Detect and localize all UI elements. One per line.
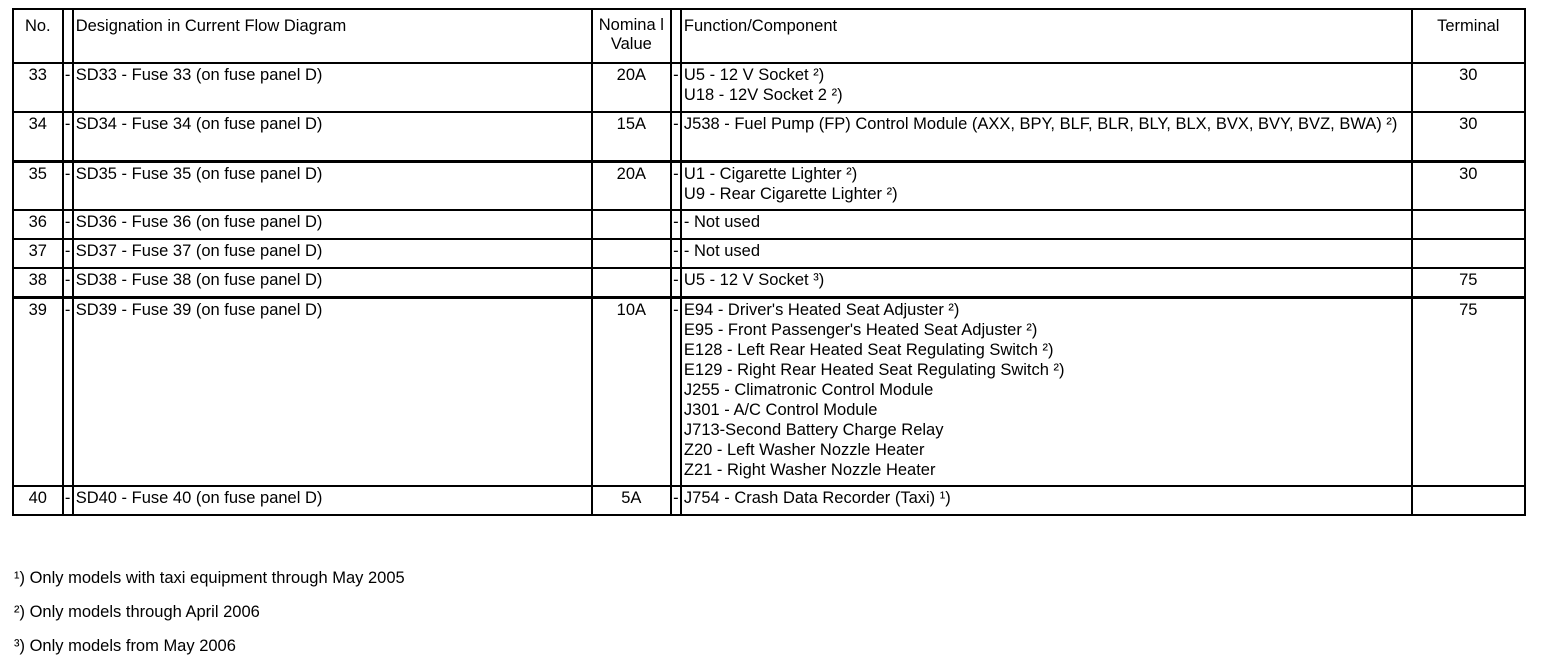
function-line: Z20 - Left Washer Nozzle Heater [683,440,925,459]
table-row [13,63,1525,112]
cell-dash2: - [671,210,681,239]
table-row [13,268,1525,297]
cell-terminal [1412,239,1525,268]
cell-terminal: 30 [1412,161,1525,210]
cell-dash: - [63,112,73,161]
cell-nominal-value: 15A [592,112,671,161]
function-line: E95 - Front Passenger's Heated Seat Adjuster ²) [683,320,1038,339]
table-row [13,210,1525,239]
cell-function [681,486,1412,515]
cell-no: 37 [13,239,63,268]
cell-designation: SD34 - Fuse 34 (on fuse panel D) [73,112,592,161]
cell-no: 39 [13,297,63,486]
footnote-3: ³) Only models from May 2006 [14,637,236,655]
cell-nominal-value [592,268,671,297]
function-line: J301 - A/C Control Module [683,400,878,419]
cell-nominal-value: 20A [592,161,671,210]
cell-dash2: - [671,486,681,515]
cell-dash2: - [671,161,681,210]
cell-designation: SD40 - Fuse 40 (on fuse panel D) [73,486,592,515]
cell-terminal: 75 [1412,297,1525,486]
cell-terminal [1412,210,1525,239]
function-line: - Not used [683,242,761,260]
cell-no: 36 [13,210,63,239]
cell-nominal-value: 5A [592,486,671,515]
cell-dash2: - [671,112,681,161]
table-row [13,112,1525,161]
table-row [13,161,1525,210]
function-line: - Not used [683,213,761,231]
header-no: No. [13,9,63,63]
cell-function [681,161,1412,210]
header-designation: Designation in Current Flow Diagram [73,9,592,63]
cell-nominal-value [592,210,671,239]
function-line: U18 - 12V Socket 2 ²) [683,86,843,104]
cell-designation: SD36 - Fuse 36 (on fuse panel D) [73,210,592,239]
function-line: U1 - Cigarette Lighter ²) [683,164,858,183]
function-line: J538 - Fuel Pump (FP) Control Module (AXX, BPY, BLF, BLR, BLY, BLX, BVX, BVY, BVZ, BWA) ²) [683,115,1398,133]
footnote-1: ¹) Only models with taxi equipment through May 2005 [14,569,405,587]
table-row [13,486,1525,515]
function-line: E128 - Left Rear Heated Seat Regulating Switch ²) [683,340,1054,359]
cell-no: 40 [13,486,63,515]
function-line: E94 - Driver's Heated Seat Adjuster ²) [683,300,960,319]
header-dash2 [671,9,681,63]
cell-dash: - [63,63,73,112]
cell-dash: - [63,268,73,297]
cell-dash: - [63,210,73,239]
cell-terminal: 30 [1412,112,1525,161]
cell-designation: SD35 - Fuse 35 (on fuse panel D) [73,161,592,210]
function-line: U9 - Rear Cigarette Lighter ²) [683,184,898,203]
function-line: J754 - Crash Data Recorder (Taxi) ¹) [683,489,951,507]
cell-no: 38 [13,268,63,297]
function-line: E129 - Right Rear Heated Seat Regulating Switch ²) [683,360,1065,379]
cell-dash: - [63,486,73,515]
function-line: U5 - 12 V Socket ²) [683,66,825,84]
cell-terminal [1412,486,1525,515]
footnote-2: ²) Only models through April 2006 [14,603,260,621]
cell-designation: SD33 - Fuse 33 (on fuse panel D) [73,63,592,112]
table-header-row [13,9,1525,63]
cell-nominal-value: 20A [592,63,671,112]
table-row [13,239,1525,268]
cell-dash: - [63,297,73,486]
header-function: Function/Component [681,9,1412,63]
cell-function [681,297,1412,486]
table-row [13,297,1525,486]
cell-dash2: - [671,268,681,297]
cell-function [681,112,1412,161]
cell-no: 34 [13,112,63,161]
cell-function [681,210,1412,239]
cell-nominal-value [592,239,671,268]
cell-dash: - [63,161,73,210]
cell-designation: SD37 - Fuse 37 (on fuse panel D) [73,239,592,268]
header-nominal-value: Nomina l Value [592,9,671,63]
header-terminal: Terminal [1412,9,1525,63]
cell-function [681,239,1412,268]
fuse-assignment-table [12,8,1526,516]
cell-dash: - [63,239,73,268]
cell-designation: SD39 - Fuse 39 (on fuse panel D) [73,297,592,486]
cell-no: 35 [13,161,63,210]
function-line: J255 - Climatronic Control Module [683,380,934,399]
cell-dash2: - [671,239,681,268]
function-line: J713-Second Battery Charge Relay [683,420,944,439]
cell-dash2: - [671,63,681,112]
cell-terminal: 30 [1412,63,1525,112]
cell-dash2: - [671,297,681,486]
cell-terminal: 75 [1412,268,1525,297]
cell-no: 33 [13,63,63,112]
cell-function [681,268,1412,297]
cell-function [681,63,1412,112]
function-line: Z21 - Right Washer Nozzle Heater [683,460,936,479]
table-body [13,63,1525,515]
cell-nominal-value: 10A [592,297,671,486]
cell-designation: SD38 - Fuse 38 (on fuse panel D) [73,268,592,297]
function-line: U5 - 12 V Socket ³) [683,271,825,289]
footnotes [14,568,405,670]
header-dash [63,9,73,63]
